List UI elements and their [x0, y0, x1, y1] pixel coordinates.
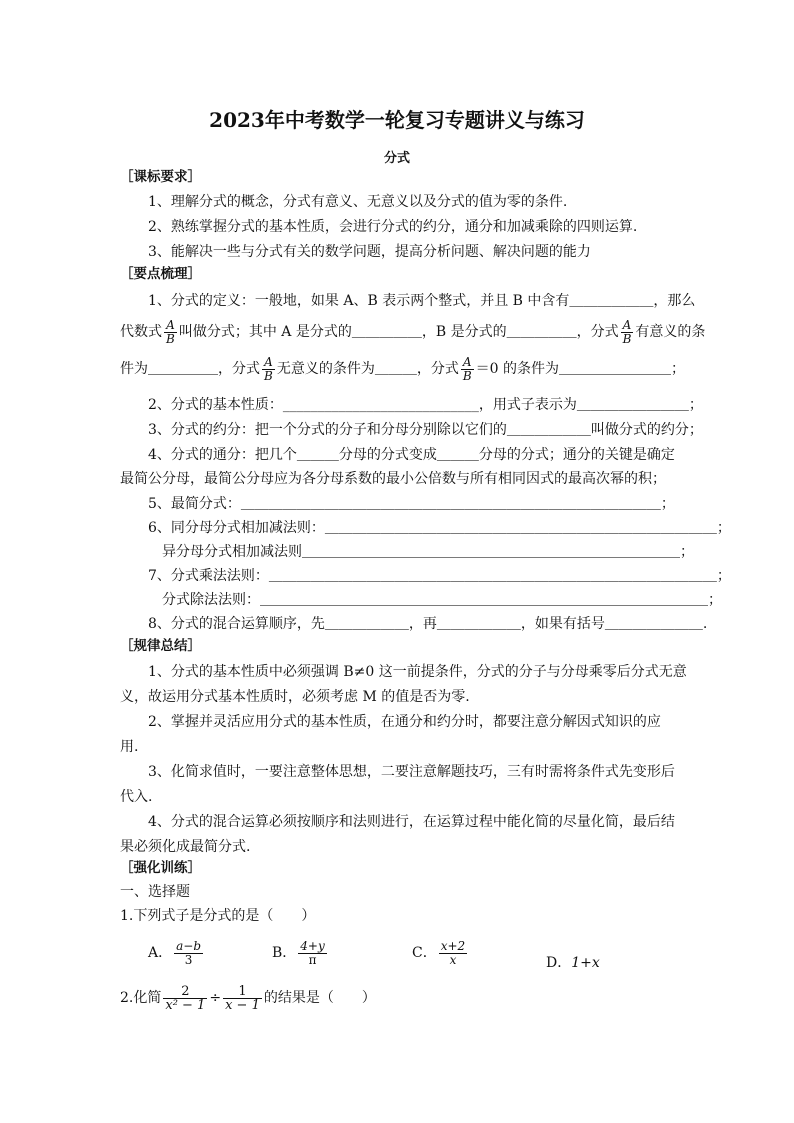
q1-option-a: A． $\frac{a-b}{3}$ — [148, 938, 202, 967]
summary-3: 3、化简求值时，一要注意整体思想，二要注意解题技巧，三有时需将条件式先变形后 — [148, 764, 675, 780]
key-point-7: 7、分式乘法法则：＿＿＿＿＿＿＿＿＿＿＿＿＿＿＿＿＿＿＿＿＿＿＿＿＿＿＿＿＿＿＿＿； — [148, 568, 731, 584]
kp1-text-b2: 叫做分式；其中 A 是分式的＿＿＿＿＿，B 是分式的＿＿＿＿＿，分式 — [178, 324, 619, 340]
fraction-a-over-b: $\frac{A}{B}$ — [166, 317, 175, 346]
q2-fraction-1: $\frac{2}{\text{x² − 1}}$ — [165, 983, 206, 1013]
key-point-1-line-c — [120, 355, 685, 383]
summary-4: 4、分式的混合运算必须按顺序和法则进行，在运算过程中能化简的尽量化简，最后结 — [148, 814, 675, 830]
key-point-1-line-b — [120, 318, 705, 346]
page-subtitle: 分式 — [383, 151, 410, 166]
kp1-text-b3: 有意义的条 — [635, 324, 706, 340]
summary-3-cont: 代入. — [120, 789, 153, 805]
requirement-2: 2、熟练掌握分式的基本性质，会进行分式的约分，通分和加减乘除的四则运算. — [148, 219, 638, 235]
question-1-stem: 1.下列式子是分式的是（ ） — [120, 908, 316, 924]
question-2: 2.化简 $\frac{2}{\text{x² − 1}}$ ÷ $\frac{1}{x - 1}$ 的结果是（ ） — [120, 983, 376, 1013]
key-point-6b: 异分母分式相加减法则＿＿＿＿＿＿＿＿＿＿＿＿＿＿＿＿＿＿＿＿＿＿＿＿＿＿＿； — [162, 544, 694, 560]
fraction-a-over-b: $\frac{A}{B}$ — [622, 317, 632, 346]
requirement-1: 1、理解分式的概念，分式有意义、无意义以及分式的值为零的条件. — [148, 194, 568, 210]
section-summary: ［规律总结］ — [120, 638, 201, 654]
summary-1-cont: 义，故运用分式基本性质时，必须考虑 M 的值是否为零. — [120, 689, 470, 705]
key-point-3: 3、分式的约分：把一个分式的分子和分母分别除以它们的＿＿＿＿＿＿叫做分式的约分； — [148, 422, 703, 438]
summary-2-cont: 用. — [120, 739, 139, 755]
key-point-4-cont: 最简公分母，最简公分母应为各分母系数的最小公倍数与所有相同因式的最高次幂的积； — [120, 471, 666, 487]
key-point-7b: 分式除法法则：＿＿＿＿＿＿＿＿＿＿＿＿＿＿＿＿＿＿＿＿＿＿＿＿＿＿＿＿＿＿＿＿； — [162, 592, 722, 608]
key-point-8: 8、分式的混合运算顺序，先＿＿＿＿＿＿，再＿＿＿＿＿＿，如果有括号＿＿＿＿＿＿＿. — [148, 616, 708, 632]
option-a-fraction: $\frac{a-b}{3}$ — [176, 938, 202, 967]
option-b-fraction: $\frac{4+y}{\pi}$ — [300, 938, 325, 967]
key-point-4: 4、分式的通分：把几个＿＿＿分母的分式变成＿＿＿分母的分式；通分的关键是确定 — [148, 447, 675, 463]
section-key-points: ［要点梳理］ — [120, 266, 201, 282]
section-requirements: ［课标要求］ — [120, 169, 201, 185]
key-point-5: 5、最简分式：＿＿＿＿＿＿＿＿＿＿＿＿＿＿＿＿＿＿＿＿＿＿＿＿＿＿＿＿＿＿； — [148, 496, 675, 512]
section-training: ［强化训练］ — [120, 860, 201, 876]
kp1-text-c1: 件为＿＿＿＿＿，分式 — [120, 361, 260, 377]
q2-fraction-2: $\frac{1}{x - 1}$ — [225, 983, 260, 1013]
requirement-3: 3、能解决一些与分式有关的数学问题，提高分析问题、解决问题的能力 — [148, 244, 591, 260]
kp1-text-c3: ＝0 的条件为＿＿＿＿＿＿＿＿； — [475, 361, 686, 377]
page-title: 2023年中考数学一轮复习专题讲义与练习 — [209, 108, 585, 132]
q1-option-c: C． $\frac{x+2}{x}$ — [412, 938, 466, 967]
summary-2: 2、掌握并灵活应用分式的基本性质，在通分和约分时，都要注意分解因式知识的应 — [148, 714, 661, 730]
fraction-a-over-b: $\frac{A}{B}$ — [462, 354, 472, 383]
option-c-fraction: $\frac{x+2}{x}$ — [440, 938, 466, 967]
fraction-a-over-b: $\frac{A}{B}$ — [264, 354, 273, 383]
key-point-1-line-a: 1、分式的定义：一般地，如果 A、B 表示两个整式，并且 B 中含有＿＿＿＿＿＿，那么 — [148, 293, 696, 309]
choice-heading: 一、选择题 — [120, 884, 190, 900]
q1-option-b: B． $\frac{4+y}{\pi}$ — [272, 938, 325, 967]
kp1-text-c2: 无意义的条件为＿＿＿，分式 — [276, 361, 459, 377]
q1-option-d: D．1+x — [546, 955, 600, 971]
summary-1: 1、分式的基本性质中必须强调 B≠0 这一前提条件，分式的分子与分母乘零后分式无意 — [148, 664, 687, 680]
summary-4-cont: 果必须化成最简分式. — [120, 839, 251, 855]
key-point-2: 2、分式的基本性质：____________________________，用式子表示为＿＿＿＿＿＿＿＿； — [148, 397, 703, 413]
key-point-6: 6、同分母分式相加减法则：＿＿＿＿＿＿＿＿＿＿＿＿＿＿＿＿＿＿＿＿＿＿＿＿＿＿＿＿； — [148, 520, 731, 536]
kp1-text-b1: 代数式 — [120, 324, 162, 340]
